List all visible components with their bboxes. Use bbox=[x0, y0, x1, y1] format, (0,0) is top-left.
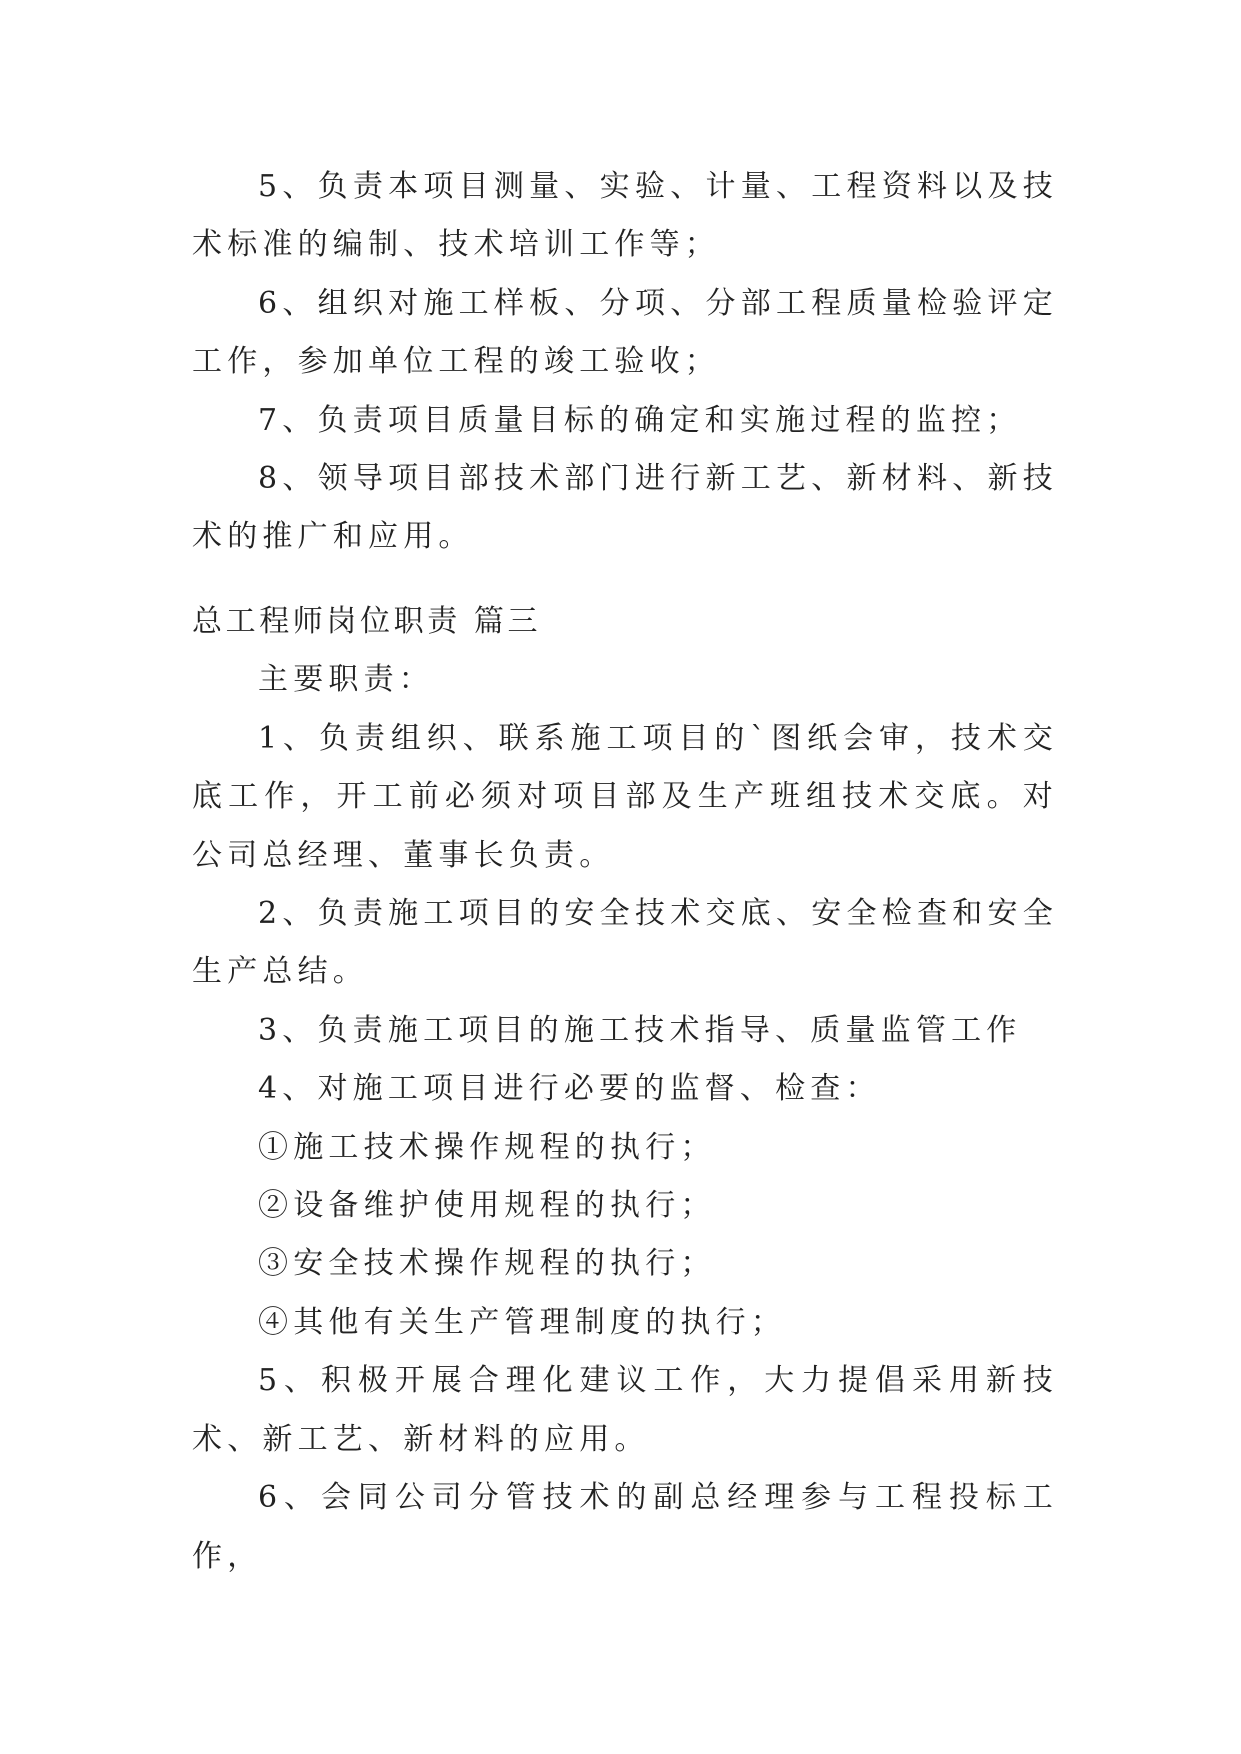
section-heading: 总工程师岗位职责 篇三 bbox=[192, 604, 542, 639]
sub-item-4: ④其他有关生产管理制度的执行； bbox=[258, 1304, 786, 1340]
duty-item-1: 1、负责组织、联系施工项目的`图纸会审，技术交底工作，开工前必须对项目部及生产班组技术交底。对公司总经理、董事长负责。 bbox=[192, 720, 1058, 873]
duty-item-6b: 6、会同公司分管技术的副总经理参与工程投标工作， bbox=[192, 1480, 1058, 1574]
sub-item-1: ①施工技术操作规程的执行； bbox=[258, 1129, 716, 1165]
sub-item-3: ③安全技术操作规程的执行； bbox=[258, 1246, 716, 1282]
duty-item-7: 7、负责项目质量目标的确定和实施过程的监控； bbox=[258, 402, 1022, 438]
chief-engineer-section bbox=[192, 593, 1058, 1586]
duties-continued-section bbox=[192, 158, 1058, 567]
duty-item-5b: 5、积极开展合理化建议工作，大力提倡采用新技术、新工艺、新材料的应用。 bbox=[192, 1363, 1058, 1457]
duty-item-6: 6、组织对施工样板、分项、分部工程质量检验评定工作，参加单位工程的竣工验收； bbox=[192, 285, 1058, 380]
duty-item-4: 4、对施工项目进行必要的监督、检查： bbox=[258, 1071, 881, 1107]
duty-item-5: 5、负责本项目测量、实验、计量、工程资料以及技术标准的编制、技术培训工作等； bbox=[192, 169, 1058, 263]
duty-item-3: 3、负责施工项目的施工技术指导、质量监管工作 bbox=[258, 1012, 1022, 1048]
main-duties-label: 主要职责： bbox=[258, 662, 434, 698]
sub-item-2: ②设备维护使用规程的执行； bbox=[258, 1188, 716, 1224]
duty-item-2: 2、负责施工项目的安全技术交底、安全检查和安全生产总结。 bbox=[192, 896, 1058, 990]
duty-item-8: 8、领导项目部技术部门进行新工艺、新材料、新技术的推广和应用。 bbox=[192, 461, 1058, 555]
